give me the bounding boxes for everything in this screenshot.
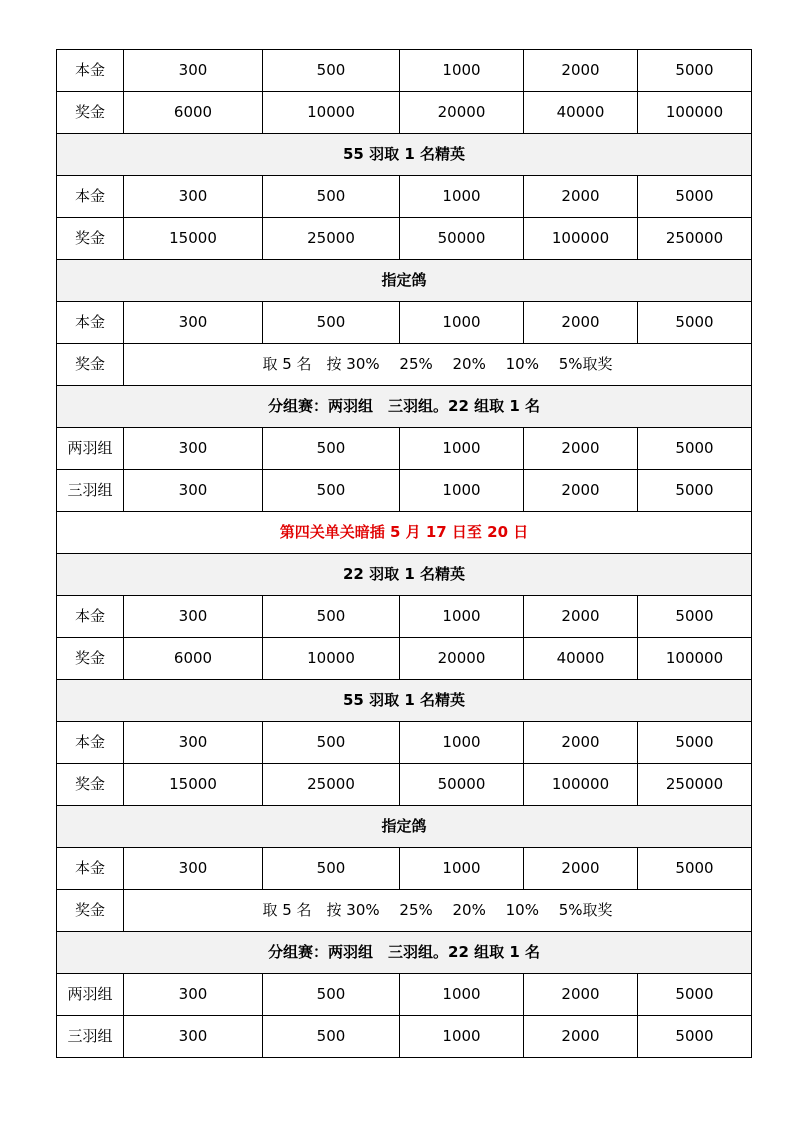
table-row [57,638,752,680]
amount-cell: 25000 [263,218,400,260]
amount-cell: 300 [124,428,263,470]
amount-cell: 6000 [124,92,263,134]
amount-cell: 2000 [524,470,638,512]
amount-cell: 500 [263,596,400,638]
amount-cell: 2000 [524,848,638,890]
amount-cell: 1000 [400,428,524,470]
amount-cell: 5000 [638,470,752,512]
table-row [57,302,752,344]
amount-cell: 6000 [124,638,263,680]
race-schedule-table [56,49,752,1058]
table-row [57,50,752,92]
amount-cell: 1000 [400,722,524,764]
section-header: 分组赛：两羽组 三羽组。22 组取 1 名 [57,932,752,974]
amount-cell: 20000 [400,92,524,134]
amount-cell: 2000 [524,596,638,638]
amount-cell: 2000 [524,974,638,1016]
row-label: 奖金 [57,890,124,932]
section-header: 22 羽取 1 名精英 [57,554,752,596]
amount-cell: 15000 [124,764,263,806]
amount-cell: 300 [124,974,263,1016]
amount-cell: 100000 [524,764,638,806]
amount-cell: 5000 [638,176,752,218]
amount-cell: 300 [124,302,263,344]
prize-rule-cell: 取 5 名 按 30% 25% 20% 10% 5%取奖 [124,890,752,932]
amount-cell: 20000 [400,638,524,680]
amount-cell: 500 [263,848,400,890]
amount-cell: 40000 [524,92,638,134]
amount-cell: 50000 [400,218,524,260]
section-header: 分组赛：两羽组 三羽组。22 组取 1 名 [57,386,752,428]
row-label: 两羽组 [57,974,124,1016]
amount-cell: 5000 [638,722,752,764]
amount-cell: 1000 [400,596,524,638]
amount-cell: 1000 [400,176,524,218]
table-row [57,1016,752,1058]
row-label: 奖金 [57,92,124,134]
row-label: 两羽组 [57,428,124,470]
amount-cell: 5000 [638,596,752,638]
section-header: 55 羽取 1 名精英 [57,134,752,176]
amount-cell: 300 [124,176,263,218]
amount-cell: 5000 [638,302,752,344]
amount-cell: 300 [124,1016,263,1058]
row-label: 奖金 [57,344,124,386]
section-header: 指定鸽 [57,260,752,302]
amount-cell: 10000 [263,638,400,680]
amount-cell: 1000 [400,848,524,890]
amount-cell: 300 [124,722,263,764]
table-row [57,974,752,1016]
amount-cell: 300 [124,50,263,92]
amount-cell: 5000 [638,428,752,470]
table-row [57,848,752,890]
amount-cell: 300 [124,596,263,638]
table-row [57,596,752,638]
row-label: 本金 [57,848,124,890]
amount-cell: 250000 [638,764,752,806]
amount-cell: 2000 [524,302,638,344]
amount-cell: 40000 [524,638,638,680]
row-label: 奖金 [57,638,124,680]
section-header-row [57,932,752,974]
row-label: 本金 [57,176,124,218]
section-header: 55 羽取 1 名精英 [57,680,752,722]
amount-cell: 1000 [400,974,524,1016]
amount-cell: 1000 [400,50,524,92]
amount-cell: 10000 [263,92,400,134]
section-header-row [57,806,752,848]
table-row [57,890,752,932]
table-row [57,176,752,218]
section-header: 指定鸽 [57,806,752,848]
row-label: 本金 [57,596,124,638]
table-row [57,218,752,260]
amount-cell: 500 [263,722,400,764]
amount-cell: 2000 [524,428,638,470]
amount-cell: 500 [263,302,400,344]
row-label: 三羽组 [57,470,124,512]
stage-title-row [57,512,752,554]
amount-cell: 2000 [524,176,638,218]
table-row [57,428,752,470]
amount-cell: 500 [263,428,400,470]
amount-cell: 1000 [400,302,524,344]
amount-cell: 300 [124,848,263,890]
amount-cell: 300 [124,470,263,512]
amount-cell: 5000 [638,50,752,92]
table-row [57,92,752,134]
row-label: 本金 [57,302,124,344]
amount-cell: 2000 [524,1016,638,1058]
amount-cell: 100000 [638,638,752,680]
table-row [57,344,752,386]
prize-rule-cell: 取 5 名 按 30% 25% 20% 10% 5%取奖 [124,344,752,386]
stage-title: 第四关单关暗插 5 月 17 日至 20 日 [57,512,752,554]
amount-cell: 500 [263,176,400,218]
table-body [57,50,752,1058]
amount-cell: 5000 [638,1016,752,1058]
table-row [57,470,752,512]
row-label: 奖金 [57,218,124,260]
amount-cell: 500 [263,974,400,1016]
amount-cell: 2000 [524,50,638,92]
section-header-row [57,680,752,722]
section-header-row [57,260,752,302]
row-label: 三羽组 [57,1016,124,1058]
amount-cell: 100000 [638,92,752,134]
amount-cell: 50000 [400,764,524,806]
amount-cell: 25000 [263,764,400,806]
amount-cell: 5000 [638,974,752,1016]
amount-cell: 500 [263,470,400,512]
amount-cell: 500 [263,1016,400,1058]
table-row [57,722,752,764]
amount-cell: 100000 [524,218,638,260]
amount-cell: 500 [263,50,400,92]
amount-cell: 1000 [400,1016,524,1058]
section-header-row [57,134,752,176]
amount-cell: 250000 [638,218,752,260]
amount-cell: 15000 [124,218,263,260]
section-header-row [57,554,752,596]
row-label: 本金 [57,722,124,764]
amount-cell: 2000 [524,722,638,764]
section-header-row [57,386,752,428]
row-label: 奖金 [57,764,124,806]
amount-cell: 1000 [400,470,524,512]
row-label: 本金 [57,50,124,92]
amount-cell: 5000 [638,848,752,890]
table-row [57,764,752,806]
